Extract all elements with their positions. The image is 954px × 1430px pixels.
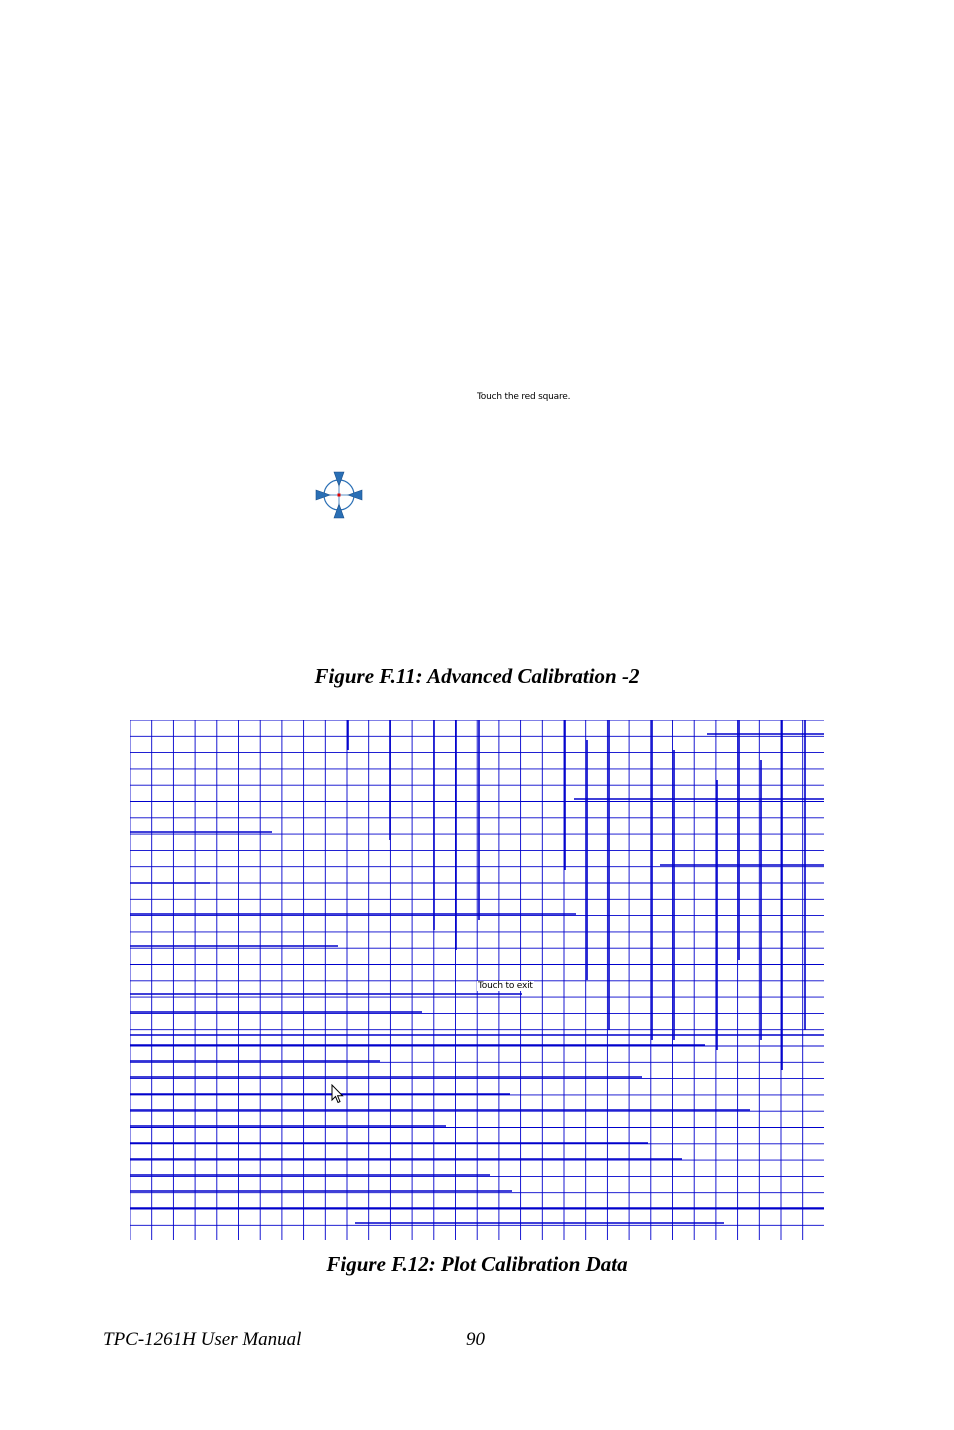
figure-f11-caption: Figure F.11: Advanced Calibration -2 <box>314 664 640 688</box>
mouse-pointer-icon <box>331 1084 345 1104</box>
advanced-calibration-screen <box>130 120 822 652</box>
calibration-plot-grid[interactable] <box>130 720 824 1240</box>
red-square-target <box>338 494 341 497</box>
crosshair-target-icon[interactable] <box>315 471 363 519</box>
page-number: 90 <box>466 1329 485 1350</box>
calibration-instruction-text: Touch the red square. <box>477 392 571 402</box>
figure-f12-caption: Figure F.12: Plot Calibration Data <box>326 1252 628 1276</box>
touch-to-exit-text[interactable]: Touch to exit <box>478 981 533 991</box>
manual-title: TPC-1261H User Manual <box>103 1329 302 1350</box>
